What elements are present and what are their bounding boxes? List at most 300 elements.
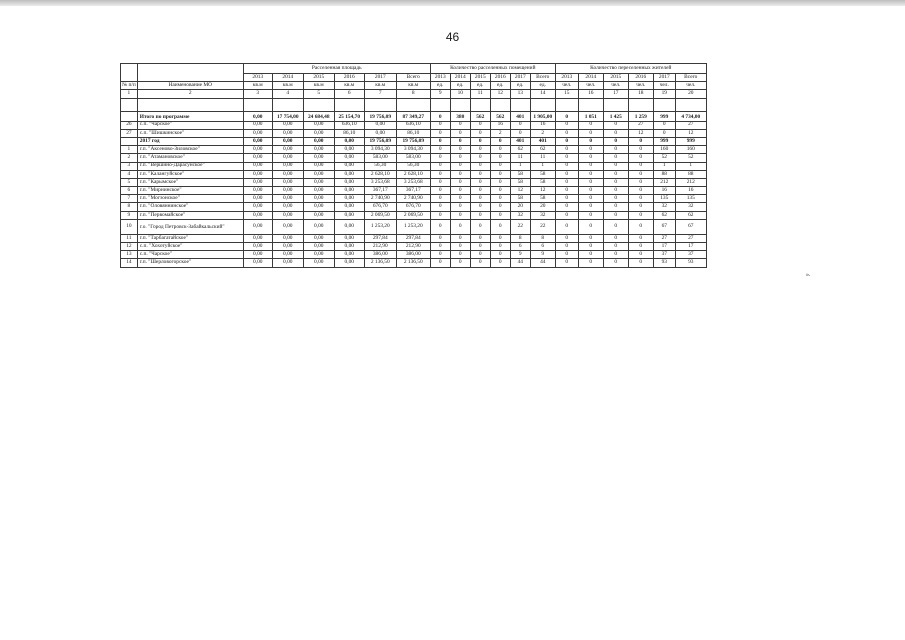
value-cell: 0	[603, 259, 628, 267]
municipality-name: г.п. "Атамановское"	[137, 154, 243, 162]
column-number: 8	[396, 90, 430, 98]
value-cell: 0	[490, 203, 510, 211]
value-cell: 0	[470, 178, 490, 186]
row-number: 7	[121, 195, 138, 203]
value-cell: 0,00	[272, 154, 303, 162]
municipality-name: г.п. "Калангуйское"	[137, 170, 243, 178]
value-cell: 0	[603, 211, 628, 219]
value-cell: 0	[450, 219, 470, 234]
value-cell: 2 069,50	[364, 211, 396, 219]
spacer-row	[121, 98, 707, 111]
value-cell: 212,90	[364, 243, 396, 251]
spacer-cell	[490, 98, 510, 111]
value-cell: 999	[653, 111, 675, 121]
column-number: 14	[530, 90, 555, 98]
value-cell: 2 628,10	[364, 170, 396, 178]
value-cell: 212	[653, 178, 675, 186]
value-cell: 0,00	[334, 234, 364, 242]
value-cell: 52	[653, 154, 675, 162]
unit-header: ед.	[470, 82, 490, 90]
value-cell: 0	[450, 195, 470, 203]
value-cell: 3 094,30	[396, 146, 430, 154]
value-cell: 0	[470, 170, 490, 178]
value-cell: 0,00	[364, 121, 396, 129]
value-cell: 0	[470, 137, 490, 145]
value-cell: 0,00	[243, 121, 272, 129]
municipality-name: г.п. "Карымское"	[137, 178, 243, 186]
municipality-name: г.п. "Оловяннинское"	[137, 203, 243, 211]
value-cell: 0	[490, 137, 510, 145]
value-cell: 11	[530, 154, 555, 162]
value-cell: 0	[628, 219, 653, 234]
value-cell: 0	[578, 154, 603, 162]
value-cell: 0	[490, 234, 510, 242]
municipality-name: г.п. "Могзонское"	[137, 195, 243, 203]
value-cell: 44	[530, 259, 555, 267]
value-cell: 20	[510, 203, 530, 211]
value-cell: 0	[628, 178, 653, 186]
value-cell: 0	[510, 129, 530, 137]
value-cell: 0	[470, 187, 490, 195]
value-cell: 0,00	[272, 170, 303, 178]
value-cell: 0,00	[303, 162, 334, 170]
unit-header: ед.	[450, 82, 470, 90]
value-cell: 999	[675, 137, 706, 145]
value-cell: 0,00	[303, 203, 334, 211]
year-header: 2015	[303, 74, 334, 82]
value-cell: 0	[555, 162, 578, 170]
value-cell: 0,00	[272, 234, 303, 242]
value-cell: 0	[490, 243, 510, 251]
value-cell: 0,00	[334, 243, 364, 251]
value-cell: 636,10	[334, 121, 364, 129]
value-cell: 62	[530, 146, 555, 154]
value-cell: 87 349,27	[396, 111, 430, 121]
value-cell: 2	[490, 129, 510, 137]
value-cell: 0	[628, 203, 653, 211]
column-number: 7	[364, 90, 396, 98]
value-cell: 0	[603, 146, 628, 154]
spacer-cell	[530, 98, 555, 111]
value-cell: 93	[653, 259, 675, 267]
row-number: 4	[121, 170, 138, 178]
value-cell: 0	[555, 154, 578, 162]
value-cell: 0,00	[243, 243, 272, 251]
unit-header: кв.м	[364, 82, 396, 90]
value-cell: 27	[675, 121, 706, 129]
value-cell: 0,00	[243, 187, 272, 195]
table-row	[121, 146, 707, 154]
value-cell: 0	[490, 187, 510, 195]
municipality-name: г.п. "Вершино-Дарасунское"	[137, 162, 243, 170]
unit-header: чел.	[628, 82, 653, 90]
value-cell: 12	[510, 187, 530, 195]
table-row	[121, 203, 707, 211]
value-cell: 0,00	[243, 129, 272, 137]
table-row	[121, 211, 707, 219]
value-cell: 297,84	[396, 234, 430, 242]
value-cell: 0	[628, 187, 653, 195]
value-cell: 27	[653, 234, 675, 242]
value-cell: 0	[430, 111, 450, 121]
value-cell: 9	[530, 251, 555, 259]
value-cell: 0	[578, 243, 603, 251]
value-cell: 0	[555, 121, 578, 129]
spacer-cell	[578, 98, 603, 111]
value-cell: 386,00	[364, 251, 396, 259]
column-number: 5	[303, 90, 334, 98]
total-header: Всего	[675, 74, 706, 82]
value-cell: 0,00	[272, 121, 303, 129]
value-cell: 0	[628, 170, 653, 178]
unit-header: ед.	[530, 82, 555, 90]
value-cell: 0	[578, 211, 603, 219]
spacer-cell	[470, 98, 490, 111]
value-cell: 0,00	[334, 211, 364, 219]
value-cell: 25 154,70	[334, 111, 364, 121]
table-row	[121, 154, 707, 162]
unit-header: кв.м	[334, 82, 364, 90]
name-col-header: Наименование МО	[137, 82, 243, 90]
value-cell: 3 094,30	[364, 146, 396, 154]
value-cell: 0	[603, 178, 628, 186]
value-cell: 0	[628, 146, 653, 154]
value-cell: 0	[603, 195, 628, 203]
value-cell: 0,00	[272, 146, 303, 154]
value-cell: 0	[603, 129, 628, 137]
value-cell: 0	[450, 146, 470, 154]
value-cell: 0	[450, 203, 470, 211]
municipality-name: г.п. "Шерловогорское"	[137, 259, 243, 267]
value-cell: 2	[530, 129, 555, 137]
spacer-cell	[675, 98, 706, 111]
municipality-name: с.п. "Чарское"	[137, 251, 243, 259]
value-cell: 0	[450, 234, 470, 242]
unit-header: чел.	[653, 82, 675, 90]
value-cell: 0,00	[272, 187, 303, 195]
value-cell: 17	[653, 243, 675, 251]
value-cell: 0	[470, 121, 490, 129]
municipality-name: г.п. "Первомайское"	[137, 211, 243, 219]
column-number: 4	[272, 90, 303, 98]
value-cell: 0,00	[272, 211, 303, 219]
value-cell: 0	[490, 146, 510, 154]
value-cell: 58	[510, 170, 530, 178]
value-cell: 0	[510, 121, 530, 129]
spacer-cell	[450, 98, 470, 111]
year-header: 2017	[364, 74, 396, 82]
row-number: 11	[121, 234, 138, 242]
value-cell: 0,00	[364, 129, 396, 137]
value-cell: 0	[603, 243, 628, 251]
unit-header: чел.	[603, 82, 628, 90]
value-cell: 1	[510, 162, 530, 170]
value-cell: 37	[675, 251, 706, 259]
table-body	[121, 98, 707, 267]
value-cell: 297,84	[364, 234, 396, 242]
value-cell: 0	[603, 170, 628, 178]
value-cell: 0	[490, 259, 510, 267]
value-cell: 0	[470, 251, 490, 259]
value-cell: 0	[555, 259, 578, 267]
value-cell: 0	[430, 195, 450, 203]
value-cell: 0	[628, 154, 653, 162]
table-row	[121, 243, 707, 251]
value-cell: 0	[555, 251, 578, 259]
unit-header: чел.	[555, 82, 578, 90]
value-cell: 0	[430, 146, 450, 154]
spacer-cell	[603, 98, 628, 111]
municipality-name: г.п. "Мирнинское"	[137, 187, 243, 195]
value-cell: 0	[470, 219, 490, 234]
value-cell: 56,30	[396, 162, 430, 170]
value-cell: 999	[653, 137, 675, 145]
value-cell: 0	[555, 187, 578, 195]
value-cell: 0,00	[334, 154, 364, 162]
spacer-cell	[272, 98, 303, 111]
value-cell: 0	[578, 170, 603, 178]
year-header: 2014	[578, 74, 603, 82]
value-cell: 2 628,10	[396, 170, 430, 178]
scan-edge	[0, 0, 905, 6]
value-cell: 0,00	[243, 154, 272, 162]
column-number: 9	[430, 90, 450, 98]
value-cell: 0,00	[272, 162, 303, 170]
value-cell: 12	[628, 129, 653, 137]
value-cell: 0	[555, 211, 578, 219]
value-cell: 0	[628, 211, 653, 219]
year-header: 2017	[653, 74, 675, 82]
value-cell: 0	[603, 203, 628, 211]
row-number: 26	[121, 121, 138, 129]
column-number: 2	[137, 90, 243, 98]
spacer-cell	[396, 98, 430, 111]
value-cell: 8	[510, 234, 530, 242]
value-cell: 401	[530, 137, 555, 145]
value-cell: 0	[628, 251, 653, 259]
spacer-cell	[364, 98, 396, 111]
value-cell: 0,00	[243, 219, 272, 234]
header-group-row	[121, 64, 707, 74]
value-cell: 212	[675, 178, 706, 186]
value-cell: 0	[490, 170, 510, 178]
municipality-name: г.п. "Аксеново-Зиловское"	[137, 146, 243, 154]
year-header: 2017	[510, 74, 530, 82]
spacer-cell	[628, 98, 653, 111]
value-cell: 1 259	[628, 111, 653, 121]
table-row	[121, 170, 707, 178]
value-cell: 0	[578, 219, 603, 234]
total-row	[121, 111, 707, 121]
row-number	[121, 137, 138, 145]
value-cell: 0	[555, 170, 578, 178]
value-cell: 0,00	[334, 203, 364, 211]
value-cell: 676,70	[364, 203, 396, 211]
municipality-name: г.о. "Город Петровск-Забайкальский"	[137, 219, 243, 234]
value-cell: 62	[675, 211, 706, 219]
value-cell: 44	[510, 259, 530, 267]
row-number: 14	[121, 259, 138, 267]
value-cell: 0	[450, 178, 470, 186]
value-cell: 88	[653, 170, 675, 178]
unit-header: кв.м	[272, 82, 303, 90]
value-cell: 0,00	[303, 195, 334, 203]
value-cell: 19 756,09	[364, 137, 396, 145]
column-number: 19	[653, 90, 675, 98]
value-cell: 17 754,00	[272, 111, 303, 121]
value-cell: 0	[603, 154, 628, 162]
value-cell: 56,30	[364, 162, 396, 170]
year-header: 2015	[470, 74, 490, 82]
value-cell: 0	[430, 243, 450, 251]
value-cell: 6	[530, 243, 555, 251]
value-cell: 2 136,50	[396, 259, 430, 267]
unit-header: чел.	[675, 82, 706, 90]
column-number: 11	[470, 90, 490, 98]
value-cell: 0,00	[303, 219, 334, 234]
value-cell: 0,00	[243, 170, 272, 178]
unit-header: кв.м	[396, 82, 430, 90]
value-cell: 0	[430, 203, 450, 211]
value-cell: 0,00	[243, 178, 272, 186]
group-rooms: Количество расселенных помещений	[430, 64, 555, 74]
value-cell: 636,10	[396, 121, 430, 129]
value-cell: 0	[603, 251, 628, 259]
row-number: 5	[121, 178, 138, 186]
value-cell: 0,00	[272, 195, 303, 203]
year-header: 2016	[334, 74, 364, 82]
value-cell: 0	[603, 137, 628, 145]
value-cell: 0	[653, 121, 675, 129]
value-cell: 0,00	[334, 195, 364, 203]
value-cell: 52	[675, 154, 706, 162]
spacer-cell	[430, 98, 450, 111]
value-cell: 27	[675, 234, 706, 242]
value-cell: 0	[578, 187, 603, 195]
value-cell: 19 756,09	[396, 137, 430, 145]
value-cell: 386,00	[396, 251, 430, 259]
spacer-cell	[243, 98, 272, 111]
value-cell: 0	[555, 203, 578, 211]
value-cell: 16	[530, 121, 555, 129]
value-cell: 2 740,90	[364, 195, 396, 203]
year-header: 2016	[490, 74, 510, 82]
row-number: 12	[121, 243, 138, 251]
column-number: 3	[243, 90, 272, 98]
value-cell: 0	[430, 259, 450, 267]
value-cell: 0	[490, 162, 510, 170]
value-cell: 0	[470, 146, 490, 154]
unit-header: ед.	[490, 82, 510, 90]
page-number: 46	[445, 30, 460, 44]
value-cell: 58	[510, 195, 530, 203]
value-cell: 0,00	[334, 178, 364, 186]
value-cell: 0	[490, 195, 510, 203]
value-cell: 37	[653, 251, 675, 259]
value-cell: 0	[555, 111, 578, 121]
row-number: 1	[121, 146, 138, 154]
value-cell: 0,00	[334, 187, 364, 195]
value-cell: 0	[430, 251, 450, 259]
year-header: 2016	[628, 74, 653, 82]
year-header: 2013	[555, 74, 578, 82]
column-number: 1	[121, 90, 138, 98]
value-cell: 0,00	[303, 178, 334, 186]
value-cell: 0,00	[243, 259, 272, 267]
column-number: 20	[675, 90, 706, 98]
value-cell: 160	[675, 146, 706, 154]
value-cell: 20	[530, 203, 555, 211]
value-cell: 0,00	[272, 137, 303, 145]
value-cell: 0	[628, 195, 653, 203]
value-cell: 86,10	[396, 129, 430, 137]
value-cell: 9	[510, 251, 530, 259]
value-cell: 0	[578, 195, 603, 203]
value-cell: 0,00	[303, 243, 334, 251]
value-cell: 676,70	[396, 203, 430, 211]
column-number: 16	[578, 90, 603, 98]
value-cell: 0	[430, 211, 450, 219]
table-row	[121, 251, 707, 259]
value-cell: 0,00	[243, 195, 272, 203]
value-cell: 0	[450, 187, 470, 195]
value-cell: 0	[628, 234, 653, 242]
value-cell: 4 734,00	[675, 111, 706, 121]
municipality-name: Итого по программе	[137, 111, 243, 121]
value-cell: 1 253,20	[364, 219, 396, 234]
value-cell: 0	[450, 211, 470, 219]
value-cell: 86,10	[334, 129, 364, 137]
column-number: 18	[628, 90, 653, 98]
value-cell: 0,00	[272, 178, 303, 186]
value-cell: 0,00	[272, 259, 303, 267]
value-cell: 583,00	[364, 154, 396, 162]
num-col-header: № п/п	[122, 82, 136, 89]
value-cell: 562	[470, 111, 490, 121]
value-cell: 3 253,68	[364, 178, 396, 186]
value-cell: 0,00	[334, 251, 364, 259]
value-cell: 0	[555, 146, 578, 154]
value-cell: 0,00	[243, 203, 272, 211]
value-cell: 0,00	[334, 146, 364, 154]
value-cell: 0,00	[243, 146, 272, 154]
value-cell: 0	[450, 129, 470, 137]
value-cell: 1 051	[578, 111, 603, 121]
municipality-name: 2017 год	[137, 137, 243, 145]
table-row	[121, 121, 707, 129]
value-cell: 58	[530, 170, 555, 178]
value-cell: 1 425	[603, 111, 628, 121]
value-cell: 0	[603, 187, 628, 195]
value-cell: 0	[430, 162, 450, 170]
table-row	[121, 162, 707, 170]
value-cell: 0	[578, 137, 603, 145]
value-cell: 32	[675, 203, 706, 211]
value-cell: 0,00	[243, 111, 272, 121]
value-cell: 160	[653, 146, 675, 154]
value-cell: 16	[653, 187, 675, 195]
value-cell: 0	[628, 259, 653, 267]
value-cell: 6	[510, 243, 530, 251]
table-row	[121, 178, 707, 186]
value-cell: 0	[470, 195, 490, 203]
value-cell: 380	[450, 111, 470, 121]
value-cell: 0	[578, 121, 603, 129]
value-cell: 0,00	[303, 129, 334, 137]
unit-header: кв.м	[243, 82, 272, 90]
value-cell: 0,00	[243, 234, 272, 242]
value-cell: 0	[628, 162, 653, 170]
